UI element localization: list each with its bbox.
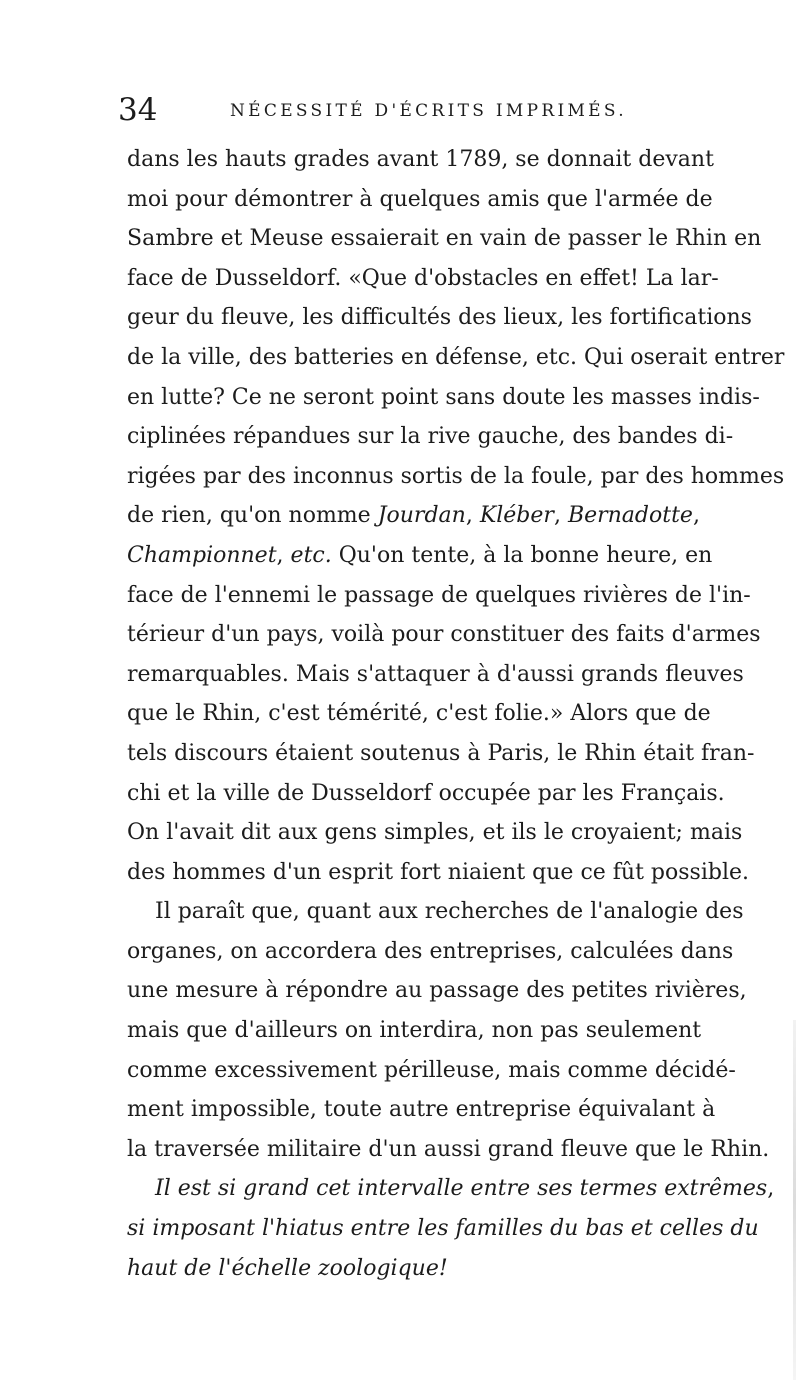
text-segment: que le Rhin, c'est témérité, c'est folie.» Alors que de bbox=[127, 701, 711, 727]
text-segment: geur du fleuve, les difficultés des lieux, les fortifications bbox=[127, 305, 752, 331]
text-line bbox=[127, 615, 761, 655]
text-line bbox=[127, 655, 744, 695]
text-segment: comme excessivement périlleuse, mais comme décidé- bbox=[127, 1057, 736, 1083]
text-line bbox=[127, 1169, 775, 1209]
text-segment: tels discours étaient soutenus à Paris, le Rhin était fran- bbox=[127, 740, 755, 766]
text-line bbox=[127, 694, 711, 734]
text-segment: térieur d'un pays, voilà pour constituer des faits d'armes bbox=[127, 622, 761, 648]
text-line bbox=[127, 1130, 770, 1170]
text-line bbox=[127, 180, 713, 220]
text-segment: face de l'ennemi le passage de quelques rivières de l'in- bbox=[127, 582, 751, 608]
text-segment: Sambre et Meuse essaierait en vain de passer le Rhin en bbox=[127, 226, 762, 252]
text-line bbox=[127, 1011, 702, 1051]
text-line bbox=[127, 1209, 759, 1249]
text-segment: la traversée militaire d'un aussi grand fleuve que le Rhin. bbox=[127, 1136, 770, 1162]
text-segment: chi et la ville de Dusseldorf occupée par les Français. bbox=[127, 780, 725, 806]
text-segment: mais que d'ailleurs on interdira, non pas seulement bbox=[127, 1018, 702, 1044]
page-header bbox=[118, 92, 698, 132]
text-line bbox=[127, 576, 751, 616]
text-segment: Qu'on tente, à la bonne heure, en bbox=[331, 542, 713, 568]
italic-text: Kléber bbox=[479, 503, 554, 529]
page-number: 34 bbox=[118, 92, 158, 128]
text-segment: , bbox=[465, 503, 480, 529]
text-segment: dans les hauts grades avant 1789, se donnait devant bbox=[127, 147, 714, 172]
text-segment: , bbox=[692, 503, 700, 529]
text-segment: de rien, qu'on nomme bbox=[127, 503, 378, 529]
text-line bbox=[127, 971, 747, 1011]
text-segment: On l'avait dit aux gens simples, et ils le croyaient; mais bbox=[127, 820, 743, 846]
text-line bbox=[127, 219, 762, 259]
text-line bbox=[127, 734, 755, 774]
page-edge-shadow bbox=[793, 1020, 796, 1380]
text-segment: , bbox=[553, 503, 568, 529]
text-line bbox=[127, 259, 719, 299]
text-line bbox=[127, 457, 785, 497]
text-line bbox=[127, 140, 714, 180]
text-segment: organes, on accordera des entreprises, calculées dans bbox=[127, 938, 734, 964]
text-segment: ment impossible, toute autre entreprise équivalant à bbox=[127, 1097, 716, 1123]
text-line bbox=[127, 1090, 716, 1130]
italic-text: haut de l'échelle zoologique! bbox=[127, 1255, 448, 1281]
text-line bbox=[127, 892, 744, 932]
text-line bbox=[127, 417, 734, 457]
text-line bbox=[127, 338, 785, 378]
text-segment: des hommes d'un esprit fort niaient que ce fût possible. bbox=[127, 859, 750, 885]
text-segment: ciplinées répandues sur la rive gauche, des bandes di- bbox=[127, 424, 734, 450]
text-line bbox=[127, 774, 725, 814]
text-line bbox=[127, 496, 700, 536]
italic-text: etc. bbox=[290, 542, 332, 568]
text-segment: , bbox=[276, 542, 291, 568]
italic-text: Bernadotte bbox=[567, 503, 693, 529]
body-text bbox=[127, 140, 785, 1288]
text-segment: une mesure à répondre au passage des petites rivières, bbox=[127, 978, 747, 1004]
text-segment: , bbox=[767, 1176, 775, 1202]
text-line bbox=[127, 932, 734, 972]
text-line bbox=[127, 1051, 736, 1091]
italic-text: Championnet bbox=[127, 542, 277, 568]
italic-text: Jourdan bbox=[377, 503, 466, 529]
text-segment: rigées par des inconnus sortis de la foule, par des hommes bbox=[127, 463, 785, 489]
text-segment: moi pour démontrer à quelques amis que l'armée de bbox=[127, 186, 713, 212]
text-segment: remarquables. Mais s'attaquer à d'aussi grands fleuves bbox=[127, 661, 744, 687]
text-line bbox=[127, 378, 760, 418]
text-segment: face de Dusseldorf. «Que d'obstacles en effet! La lar- bbox=[127, 265, 719, 291]
text-line bbox=[127, 536, 713, 576]
italic-text: Il est si grand cet intervalle entre ses termes extrêmes bbox=[155, 1176, 768, 1202]
text-line bbox=[127, 853, 750, 893]
text-line bbox=[127, 298, 752, 338]
text-segment: de la ville, des batteries en défense, etc. Qui oserait entrer bbox=[127, 344, 785, 370]
text-line bbox=[127, 1249, 697, 1289]
text-segment: en lutte? Ce ne seront point sans doute les masses indis- bbox=[127, 384, 760, 410]
italic-text: si imposant l'hiatus entre les familles du bas et celles du bbox=[127, 1216, 759, 1242]
text-line bbox=[127, 813, 743, 853]
running-head: NÉCESSITÉ D'ÉCRITS IMPRIMÉS. bbox=[230, 101, 627, 121]
text-segment: Il paraît que, quant aux recherches de l'analogie des bbox=[155, 899, 744, 925]
